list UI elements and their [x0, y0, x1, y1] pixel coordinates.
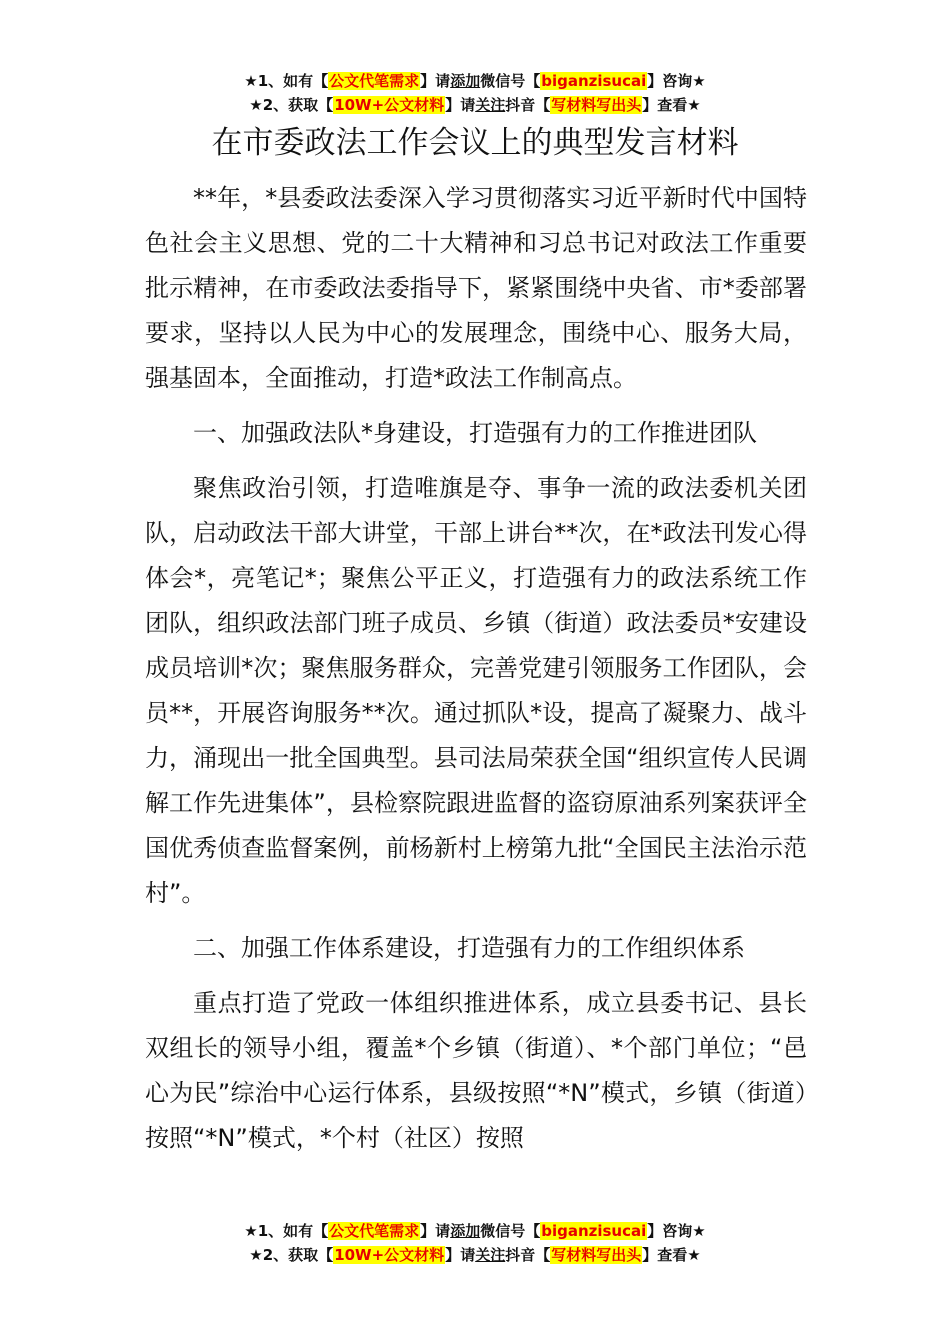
promo-text: 】请: [420, 1222, 451, 1240]
promo-prefix: ★2、获取【: [249, 96, 334, 114]
intro-paragraph: **年，*县委政法委深入学习贯彻落实习近平新时代中国特色社会主义思想、党的二十大精神和习总书记对政法工作重要批示精神，在市委政法委指导下，紧紧围绕中央省、市*委部署要求，坚持以人民为中心的发展理念，围绕中心、服务大局，强基固本，全面推动，打造*政法工作制高点。: [145, 184, 807, 392]
promo-highlight-wechat-id: biganzisucai: [541, 72, 647, 90]
promo-underlined-follow: 关注: [475, 96, 506, 114]
promo-highlight-douyin: 写材料写出头: [551, 96, 642, 114]
promo-prefix: ★2、获取【: [249, 1246, 334, 1264]
section-2-heading: 二、加强工作体系建设，打造强有力的工作组织体系: [193, 934, 745, 962]
document-body: [145, 176, 807, 1161]
promo-text: 微信号【: [480, 1222, 541, 1240]
promo-line-2-bottom: [0, 1244, 950, 1266]
promo-highlight-materials: 10W+公文材料: [334, 96, 445, 114]
promo-line-1-bottom: [0, 1220, 950, 1242]
promo-suffix: 】查看★: [642, 1246, 701, 1264]
promo-highlight-wechat-id: biganzisucai: [541, 1222, 647, 1240]
promo-underlined-add: 添加: [450, 72, 481, 90]
promo-suffix: 】查看★: [642, 96, 701, 114]
promo-underlined-add: 添加: [450, 1222, 481, 1240]
promo-prefix: ★1、如有【: [244, 72, 329, 90]
promo-line-2-top: [0, 94, 950, 116]
promo-text: 】请: [445, 1246, 476, 1264]
section-1-paragraph: 聚焦政治引领，打造唯旗是夺、事争一流的政法委机关团队，启动政法干部大讲堂，干部上讲台**次，在*政法刊发心得体会*，亮笔记*；聚焦公平正义，打造强有力的政法系统工作团队，组织政法部门班子成员、乡镇（街道）政法委员*安建设成员培训*次；聚焦服务群众，完善党建引领服务工作团队，会员**，开展咨询服务**次。通过抓队*设，提高了凝聚力、战斗力，涌现出一批全国典型。县司法局荣获全国“组织宣传人民调解工作先进集体”，县检察院跟进监督的盗窃原油系列案获评全国优秀侦查监督案例，前杨新村上榜第九批“全国民主法治示范村”。: [145, 474, 807, 907]
promo-prefix: ★1、如有【: [244, 1222, 329, 1240]
promo-highlight-service: 公文代笔需求: [329, 72, 420, 90]
promo-text: 抖音【: [505, 1246, 551, 1264]
document-title: 在市委政法工作会议上的典型发言材料: [211, 125, 739, 161]
promo-highlight-service: 公文代笔需求: [329, 1222, 420, 1240]
promo-text: 】请: [445, 96, 476, 114]
section-1-heading: 一、加强政法队*身建设，打造强有力的工作推进团队: [193, 419, 757, 447]
promo-text: 】请: [420, 72, 451, 90]
promo-highlight-materials: 10W+公文材料: [334, 1246, 445, 1264]
promo-line-1-top: [0, 70, 950, 92]
promo-suffix: 】咨询★: [647, 1222, 706, 1240]
promo-text: 抖音【: [505, 96, 551, 114]
promo-highlight-douyin: 写材料写出头: [551, 1246, 642, 1264]
promo-underlined-follow: 关注: [475, 1246, 506, 1264]
promo-text: 微信号【: [480, 72, 541, 90]
section-2-paragraph: 重点打造了党政一体组织推进体系，成立县委书记、县长双组长的领导小组，覆盖*个乡镇（街道）、*个部门单位；“邑心为民”综治中心运行体系，县级按照“*N”模式，乡镇（街道）按照“*N”模式，*个村（社区）按照: [145, 989, 807, 1152]
promo-suffix: 】咨询★: [647, 72, 706, 90]
